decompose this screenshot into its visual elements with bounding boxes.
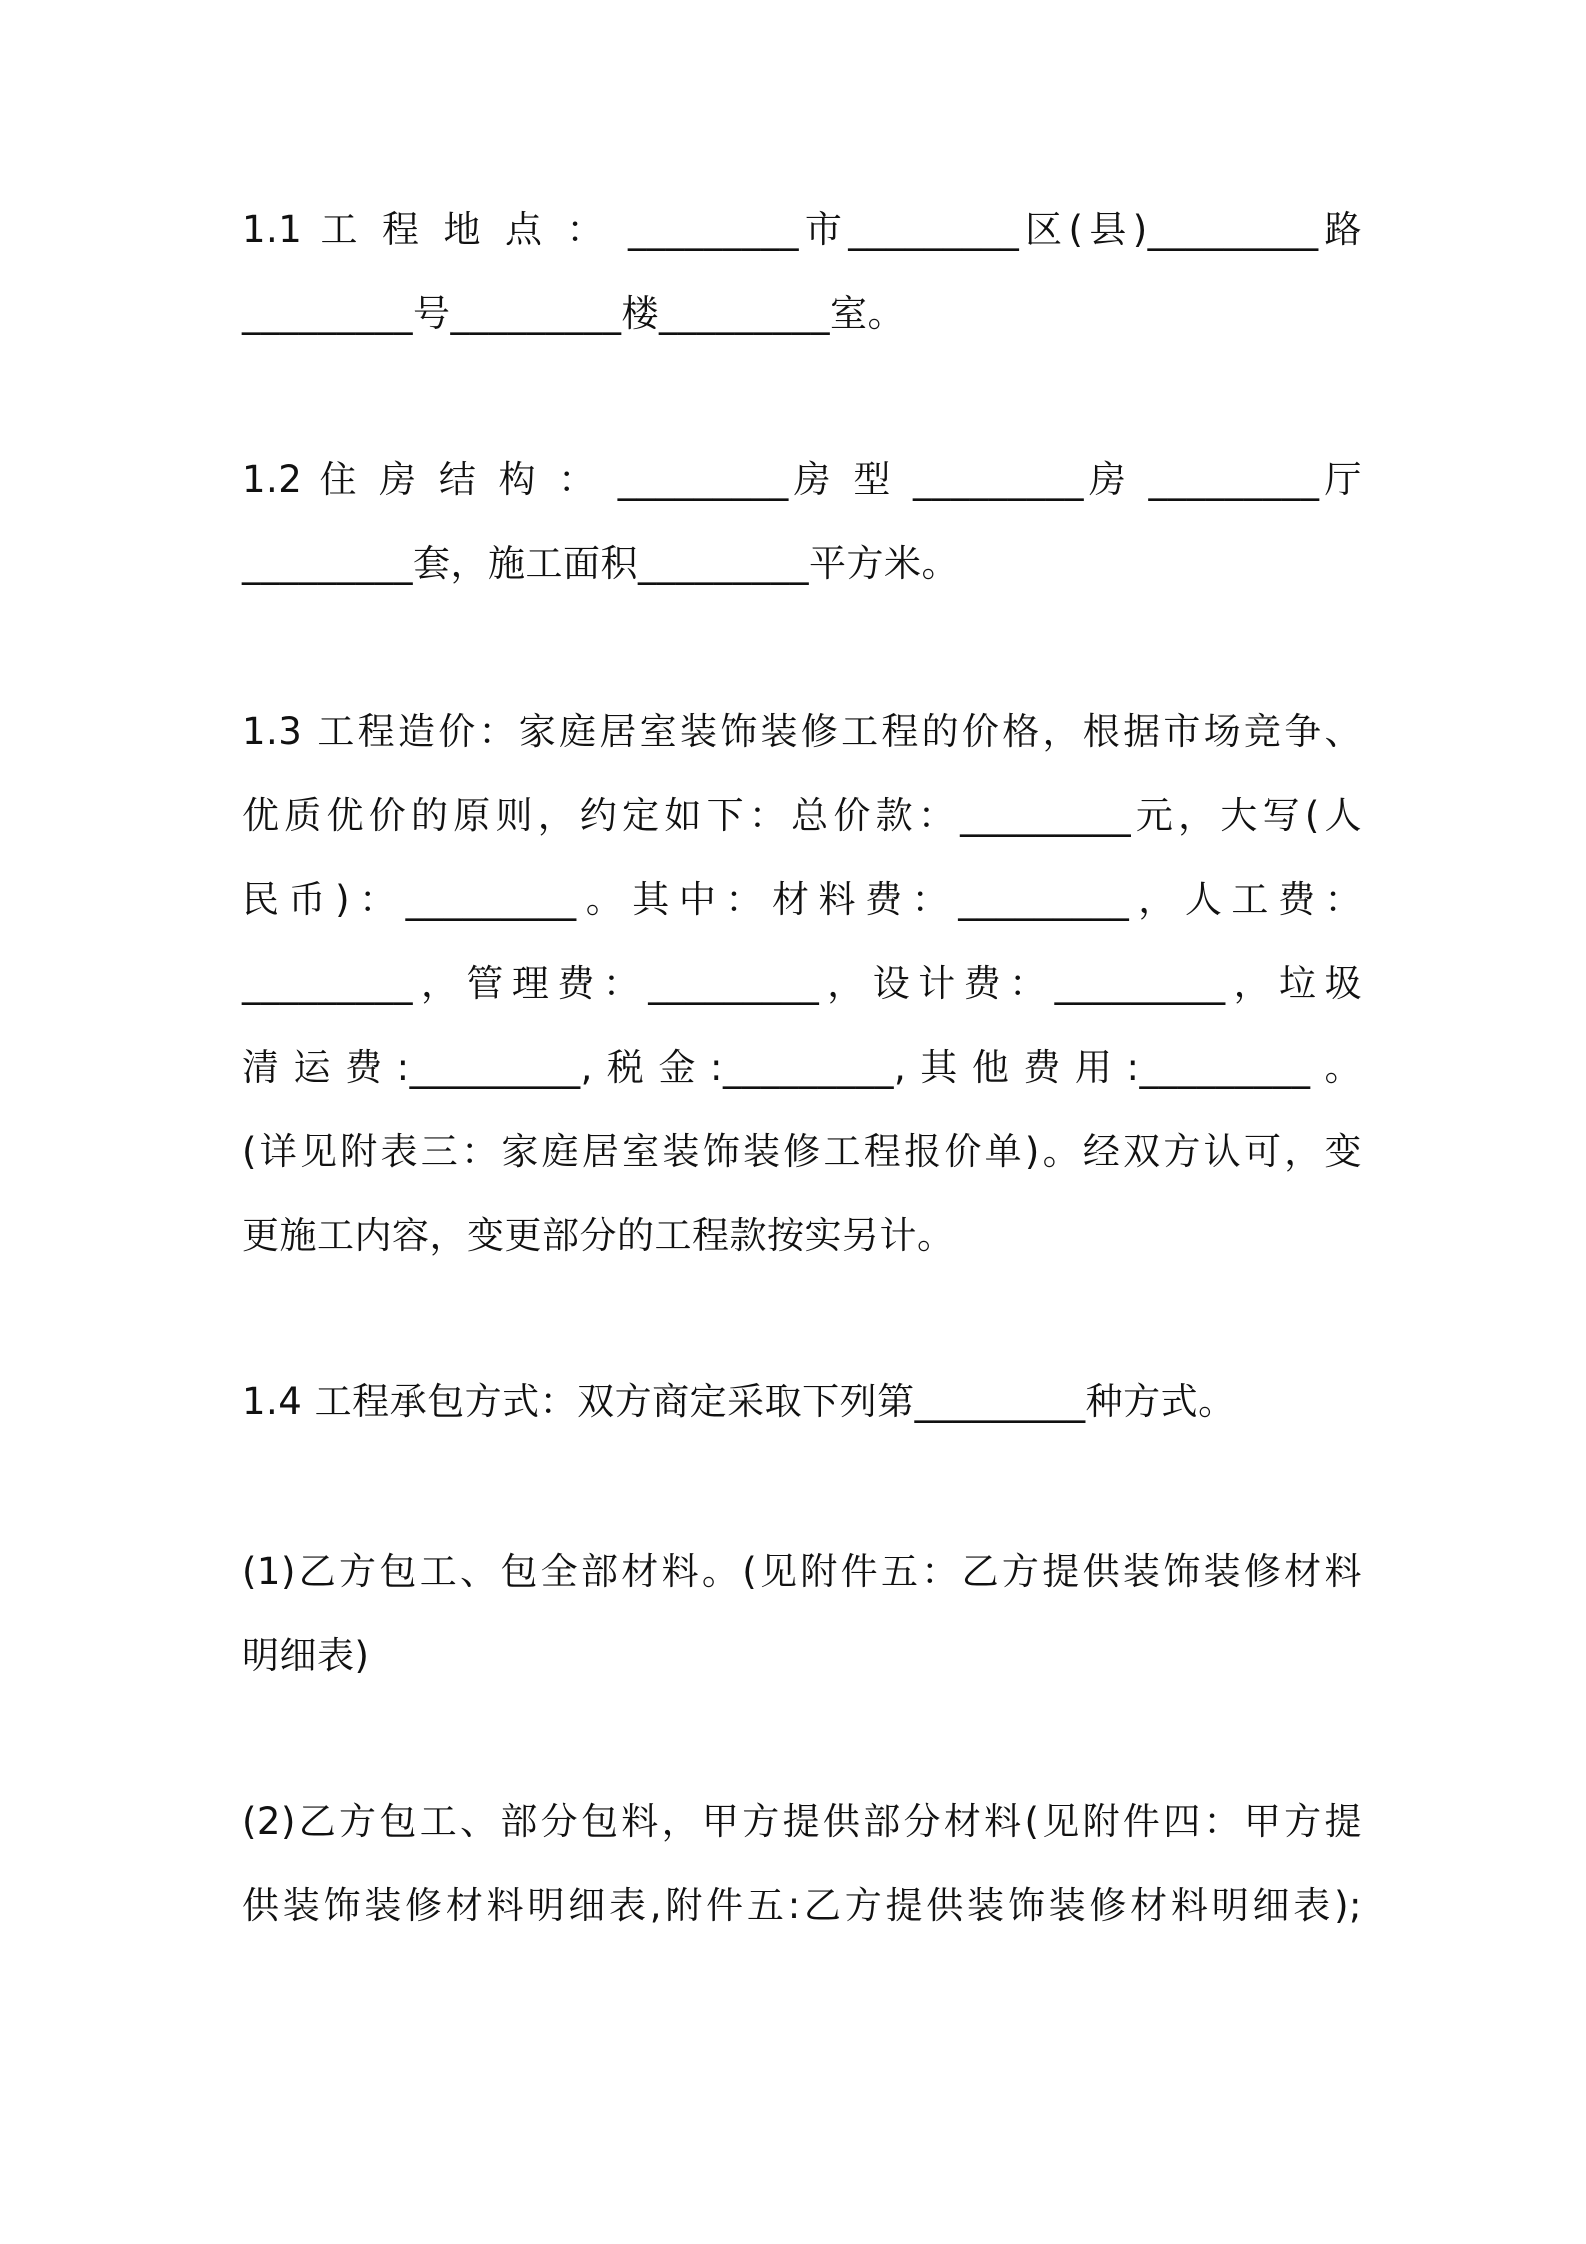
section-1-1-project-location xyxy=(242,188,1362,356)
text-line: (详见附表三：家庭居室装饰装修工程报价单)。经双方认可，变 xyxy=(242,1130,1362,1173)
section-1-3-project-cost xyxy=(242,690,1362,1278)
text-line: 1.4 工程承包方式：双方商定采取下列第_________种方式。 xyxy=(242,1380,1236,1423)
text-line: 明细表) xyxy=(242,1634,370,1677)
text-line: 供装饰装修材料明细表,附件五:乙方提供装饰装修材料明细表); xyxy=(242,1884,1362,1927)
option-2-partial-materials xyxy=(242,1780,1362,1948)
text-line: (1)乙方包工、包全部材料。(见附件五：乙方提供装饰装修材料 xyxy=(242,1550,1362,1593)
text-line: 民币)：_________。其中：材料费：_________，人工费： xyxy=(242,878,1362,921)
text-line: 1.2 住 房 结 构 ： _________房 型 _________房 _________厅 xyxy=(242,458,1362,501)
text-line: _________，管理费：_________，设计费：_________，垃圾 xyxy=(242,962,1362,1005)
text-line: _________号_________楼_________室。 xyxy=(242,292,905,335)
section-1-4-contract-method xyxy=(242,1360,1362,1444)
text-line: 优质优价的原则，约定如下：总价款：_________元，大写(人 xyxy=(242,794,1362,837)
text-line: 1.3 工程造价：家庭居室装饰装修工程的价格，根据市场竞争、 xyxy=(242,710,1362,753)
text-line: 更施工内容，变更部分的工程款按实另计。 xyxy=(242,1214,955,1257)
text-line: _________套，施工面积_________平方米。 xyxy=(242,542,959,585)
section-1-2-housing-structure xyxy=(242,438,1362,606)
text-line: 1.1 工 程 地 点 ： _________市_________区(县)_________路 xyxy=(242,208,1362,251)
text-line: 清运费:_________,税金:_________,其他费用:_________。 xyxy=(242,1046,1362,1089)
option-1-full-materials xyxy=(242,1530,1362,1698)
text-line: (2)乙方包工、部分包料，甲方提供部分材料(见附件四：甲方提 xyxy=(242,1800,1362,1843)
